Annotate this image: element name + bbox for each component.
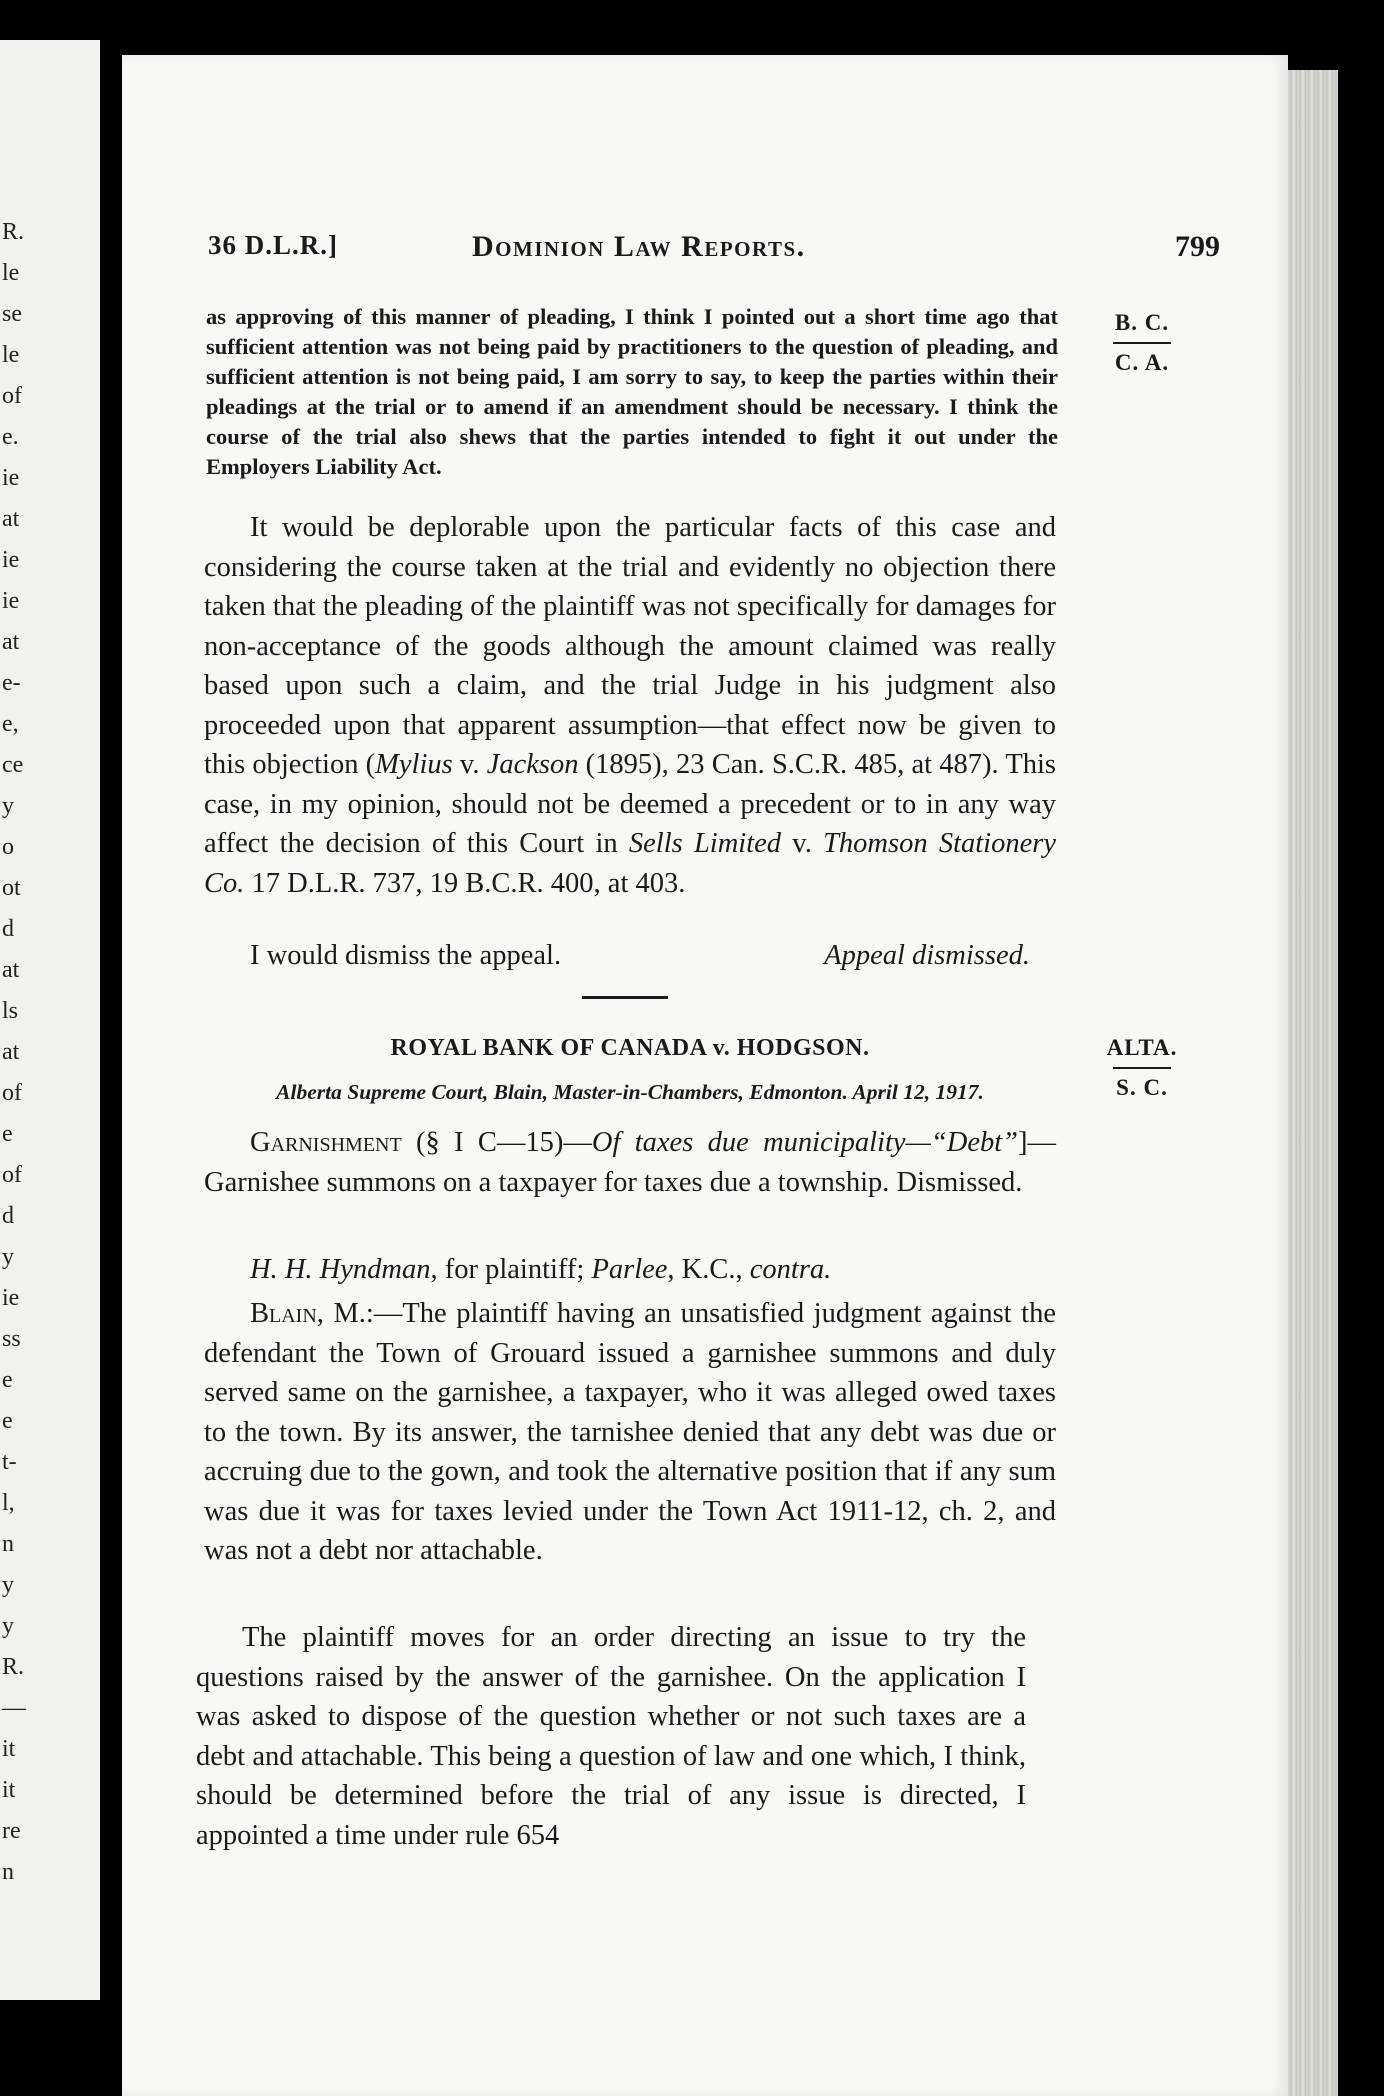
left-page-fragment: it [2, 1777, 16, 1803]
side-note-line: B. C. [1114, 310, 1170, 335]
left-page-fragment: y [2, 1613, 14, 1639]
left-page-fragment: n [2, 1531, 14, 1557]
text-run: v. [781, 828, 824, 859]
left-page-fragment: at [2, 1039, 20, 1065]
left-page-fragment: le [2, 342, 20, 368]
left-page-fragment: y [2, 1572, 14, 1598]
left-page-fragment: ie [2, 1285, 20, 1311]
counsel-name: H. H. Hyndman [250, 1254, 431, 1285]
text-run: It would be deplorable upon the particular facts of this case and considering the course taken at the trial and evidently no objection there taken that the pleading of the plaintiff was not specifically for damages for non-acceptance of the goods although the amount claimed was really based upon such a claim, and the trial Judge in his judgment also proceeded upon that apparent assumption—that effect now be given to this objection ( [204, 512, 1056, 780]
court-line: Alberta Supreme Court, Blain, Master-in-Chambers, Edmonton. April 12, 1917. [276, 1080, 984, 1104]
text-run: v. [452, 749, 487, 780]
counsel-name: Parlee [591, 1254, 668, 1285]
left-page-fragment: it [2, 1736, 16, 1762]
left-page-fragment: e, [2, 711, 19, 737]
case-name: Sells Limited [628, 828, 782, 859]
left-page-fragment: d [2, 1203, 14, 1229]
text-run: 17 D.L.R. 737, 19 B.C.R. 400, at 403. [244, 867, 686, 899]
text-run: , for plaintiff; [430, 1254, 592, 1285]
text-run: , K.C., [667, 1254, 750, 1285]
left-page-fragment: ot [2, 875, 21, 901]
left-page-fragment: e [2, 1121, 13, 1147]
left-page-fragment: at [2, 629, 20, 655]
page-number: 799 [1175, 230, 1220, 263]
side-note-line: S. C. [1116, 1075, 1168, 1100]
left-page-fragment: — [2, 1695, 26, 1721]
left-page-fragment: ss [2, 1326, 21, 1352]
book-page-edges [1288, 70, 1338, 2096]
left-page-fragment: of [2, 1162, 22, 1188]
left-page-fragment: re [2, 1818, 21, 1844]
side-note-line: C. A. [1114, 350, 1170, 375]
text-run: (§ I C—15)— [401, 1127, 592, 1158]
side-note-court-case [1100, 1035, 1184, 1101]
disposition: Appeal dismissed. [824, 940, 1030, 971]
case-name: Jackson [486, 749, 579, 780]
judgment-paragraph: The plaintiff moves for an order directing an issue to try the questions raised by the answer of the garnishee. On the application I was asked to dispose of the question whether or not such taxes are a debt and attachable. This being a question of law and one which, I think, should be determined before the trial of any issue is directed, I appointed a time under rule 654 [196, 1622, 1026, 1851]
text-run: (1895), 23 Can. S.C.R. 485, at 487). This case, in my opinion, should not be deemed a precedent or to in any way affect the decision of this Court in [204, 749, 1056, 859]
headnote [204, 1123, 1056, 1202]
left-page-fragment: ie [2, 465, 20, 491]
publication-title: Dominion Law Reports. [472, 230, 806, 263]
left-page-fragment: R. [2, 219, 25, 245]
left-page-fragment: y [2, 793, 14, 819]
left-page-fragment: d [2, 916, 14, 942]
left-page-fragment: e [2, 1408, 13, 1434]
counsel-line [204, 1250, 1056, 1290]
text-run: ]—Garnishee summons on a taxpayer for taxes due a township. Dismissed. [204, 1127, 1056, 1198]
left-page-fragment: at [2, 506, 20, 532]
left-page-fragment: t- [2, 1449, 17, 1475]
opinion-paragraph [204, 508, 1056, 903]
left-page-fragment: n [2, 1859, 14, 1885]
dismiss-statement: I would dismiss the appeal. [250, 940, 562, 971]
left-page-fragment: R. [2, 1654, 25, 1680]
intro-paragraph: as approving of this manner of pleading, I think I pointed out a short time ago that sufficient attention was not being paid by practitioners to the question of pleading, and sufficient attention is not being paid, I am sorry to say, to keep the parties within their pleadings at the trial or to amend if an amendment should be necessary. I think the course of the trial also shews that the parties intended to fight it out under the Employers Liability Act. [206, 304, 1058, 479]
left-page-fragment: l, [2, 1490, 15, 1516]
left-page-fragment: ie [2, 547, 20, 573]
left-page-fragment: e. [2, 424, 19, 450]
running-head [208, 230, 1220, 270]
side-note-court-top [1100, 310, 1184, 376]
background-edge [1338, 70, 1384, 2096]
left-page-fragment: o [2, 834, 14, 860]
side-note-line: ALTA. [1106, 1035, 1178, 1060]
text-run: contra. [749, 1254, 832, 1285]
left-page-fragment: of [2, 1080, 22, 1106]
left-page-fragment: at [2, 957, 20, 983]
section-divider [582, 996, 668, 999]
previous-page-edge [0, 40, 100, 2000]
judge-name: Blain, M. [250, 1298, 366, 1329]
left-page-fragment: le [2, 260, 20, 286]
volume-label: 36 D.L.R.] [208, 230, 338, 260]
case-title: ROYAL BANK OF CANADA v. HODGSON. [390, 1035, 870, 1061]
left-page-fragment: ce [2, 752, 24, 778]
text-run: :—The plaintiff having an unsatisfied judgment against the defendant the Town of Grouard issued a garnishee summons and duly served same on the garnishee, a taxpayer, who it was alleged owed taxes to the town. By its answer, the tarnishee denied that any debt was due or accruing due to the gown, and took the alternative position that if any sum was due it was for taxes levied under the Town Act 1911-12, ch. 2, and was not a debt nor attachable. [204, 1298, 1056, 1566]
left-page-fragment: se [2, 301, 22, 327]
left-page-fragment: y [2, 1244, 14, 1270]
left-page-fragment: e [2, 1367, 13, 1393]
left-page-fragment: ie [2, 588, 20, 614]
judgment-paragraph [204, 1294, 1056, 1571]
closing-line [250, 940, 1030, 972]
case-name: Mylius [375, 749, 453, 780]
left-page-fragment: ls [2, 998, 19, 1024]
headnote-heading: Garnishment [250, 1127, 402, 1158]
case-name: Thomson Stationery Co. [204, 828, 1056, 899]
left-page-fragment: of [2, 383, 22, 409]
left-page-fragment: e- [2, 670, 21, 696]
text-run: Of taxes due municipality—“Debt” [591, 1127, 1018, 1158]
